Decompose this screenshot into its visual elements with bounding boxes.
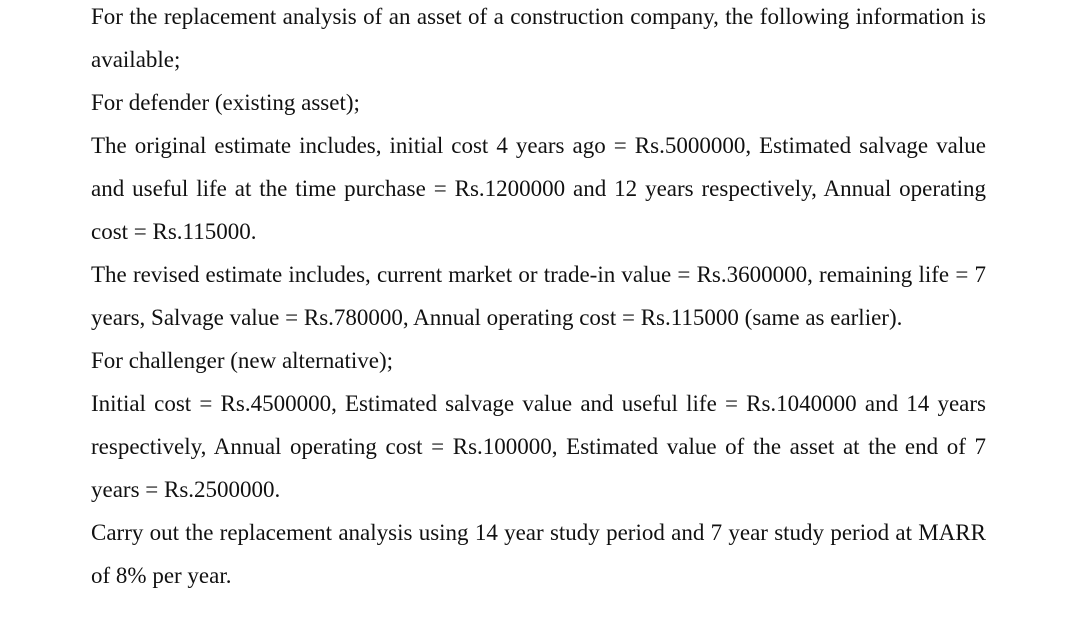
original-estimate-paragraph: The original estimate includes, initial cost 4 years ago = Rs.5000000, Estimated salvage value and useful life at the time purchase = Rs.1200000 and 12 years respectively, Annual operating cost = Rs.115000. — [91, 133, 986, 244]
challenger-heading: For challenger (new alternative); — [91, 348, 394, 373]
document-body — [91, 0, 986, 597]
intro-paragraph: For the replacement analysis of an asset of a construction company, the following information is available; — [91, 4, 986, 72]
challenger-details-paragraph: Initial cost = Rs.4500000, Estimated salvage value and useful life = Rs.1040000 and 14 years respectively, Annual operating cost = Rs.100000, Estimated value of the asset at the end of 7 years = Rs.2500000. — [91, 391, 986, 502]
revised-estimate-paragraph: The revised estimate includes, current market or trade-in value = Rs.3600000, remaining life = 7 years, Salvage value = Rs.780000, Annual operating cost = Rs.115000 (same as earlier). — [91, 262, 986, 330]
task-paragraph: Carry out the replacement analysis using 14 year study period and 7 year study period at MARR of 8% per year. — [91, 520, 986, 588]
defender-heading: For defender (existing asset); — [91, 90, 360, 115]
